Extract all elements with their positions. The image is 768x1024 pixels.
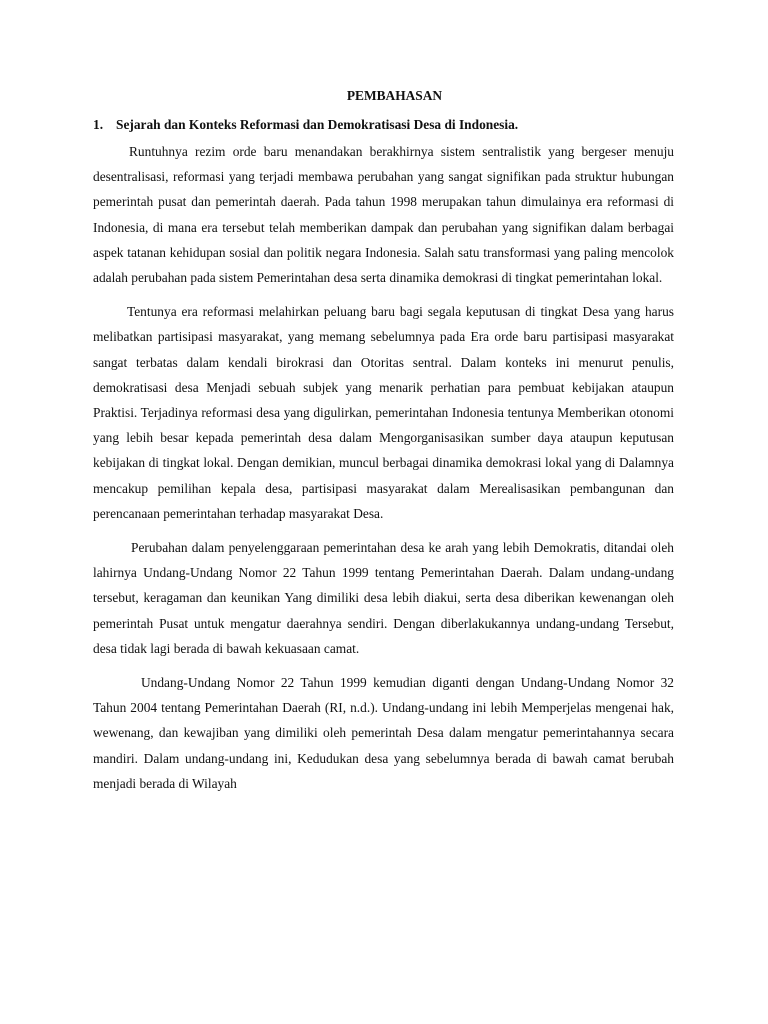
section-number: 1. <box>93 117 104 132</box>
paragraph-3: Perubahan dalam penyelenggaraan pemerintahan desa ke arah yang lebih Demokratis, ditandai oleh lahirnya Undang-Undang Nomor 22 Tahun 1999 tentang Pemerintahan Daerah. Dalam undang-undang tersebut, keragaman dan keunikan Yang dimiliki desa lebih diakui, serta desa diberikan kewenangan oleh pemerintah Pusat untuk mengatur daerahnya sendiri. Dengan diberlakukannya undang-undang Tersebut, desa tidak lagi berada di bawah kekuasaan camat. <box>93 540 674 656</box>
section-heading <box>93 115 674 135</box>
paragraph-4: Undang-Undang Nomor 22 Tahun 1999 kemudian diganti dengan Undang-Undang Nomor 32 Tahun 2004 tentang Pemerintahan Daerah (RI, n.d.). Undang-undang ini lebih Memperjelas mengenai hak, wewenang, dan kewajiban yang dimiliki oleh pemerintah Desa dalam mengatur pemerintahannya secara mandiri. Dalam undang-undang ini, Kedudukan desa yang sebelumnya berada di bawah camat berubah menjadi berada di Wilayah <box>93 675 674 791</box>
page-title: PEMBAHASAN <box>346 88 443 103</box>
paragraph-2: Tentunya era reformasi melahirkan peluang baru bagi segala keputusan di tingkat Desa yang harus melibatkan partisipasi masyarakat, yang memang sebelumnya pada Era orde baru partisipasi masyarakat sangat terbatas dalam kendali birokrasi dan Otoritas sentral. Dalam konteks ini menurut penulis, demokratisasi desa Menjadi sebuah subjek yang menarik perhatian para pembuat kebijakan ataupun Praktisi. Terjadinya reformasi desa yang digulirkan, pemerintahan Indonesia tentunya Memberikan otonomi yang lebih besar kepada pemerintah desa dalam Mengorganisasikan sumber daya ataupun keputusan kebijakan di tingkat lokal. Dengan demikian, muncul berbagai dinamika demokrasi lokal yang di Dalamnya mencakup pemilihan kepala desa, partisipasi masyarakat dalam Merealisasikan pembangunan dan perencanaan pemerintahan terhadap masyarakat Desa. <box>93 304 674 521</box>
section-title: Sejarah dan Konteks Reformasi dan Demokratisasi Desa di Indonesia. <box>116 117 519 132</box>
document-page <box>93 86 674 805</box>
paragraph-1: Runtuhnya rezim orde baru menandakan berakhirnya sistem sentralistik yang bergeser menuju desentralisasi, reformasi yang terjadi membawa perubahan yang sangat signifikan pada struktur hubungan pemerintah pusat dan pemerintah daerah. Pada tahun 1998 merupakan tahun dimulainya era reformasi di Indonesia, di mana era tersebut telah memberikan dampak dan perubahan yang signifikan dalam berbagai aspek tatanan kehidupan sosial dan politik negara Indonesia. Salah satu transformasi yang paling mencolok adalah perubahan pada sistem Pemerintahan desa serta dinamika demokrasi di tingkat pemerintahan lokal. <box>93 144 674 286</box>
